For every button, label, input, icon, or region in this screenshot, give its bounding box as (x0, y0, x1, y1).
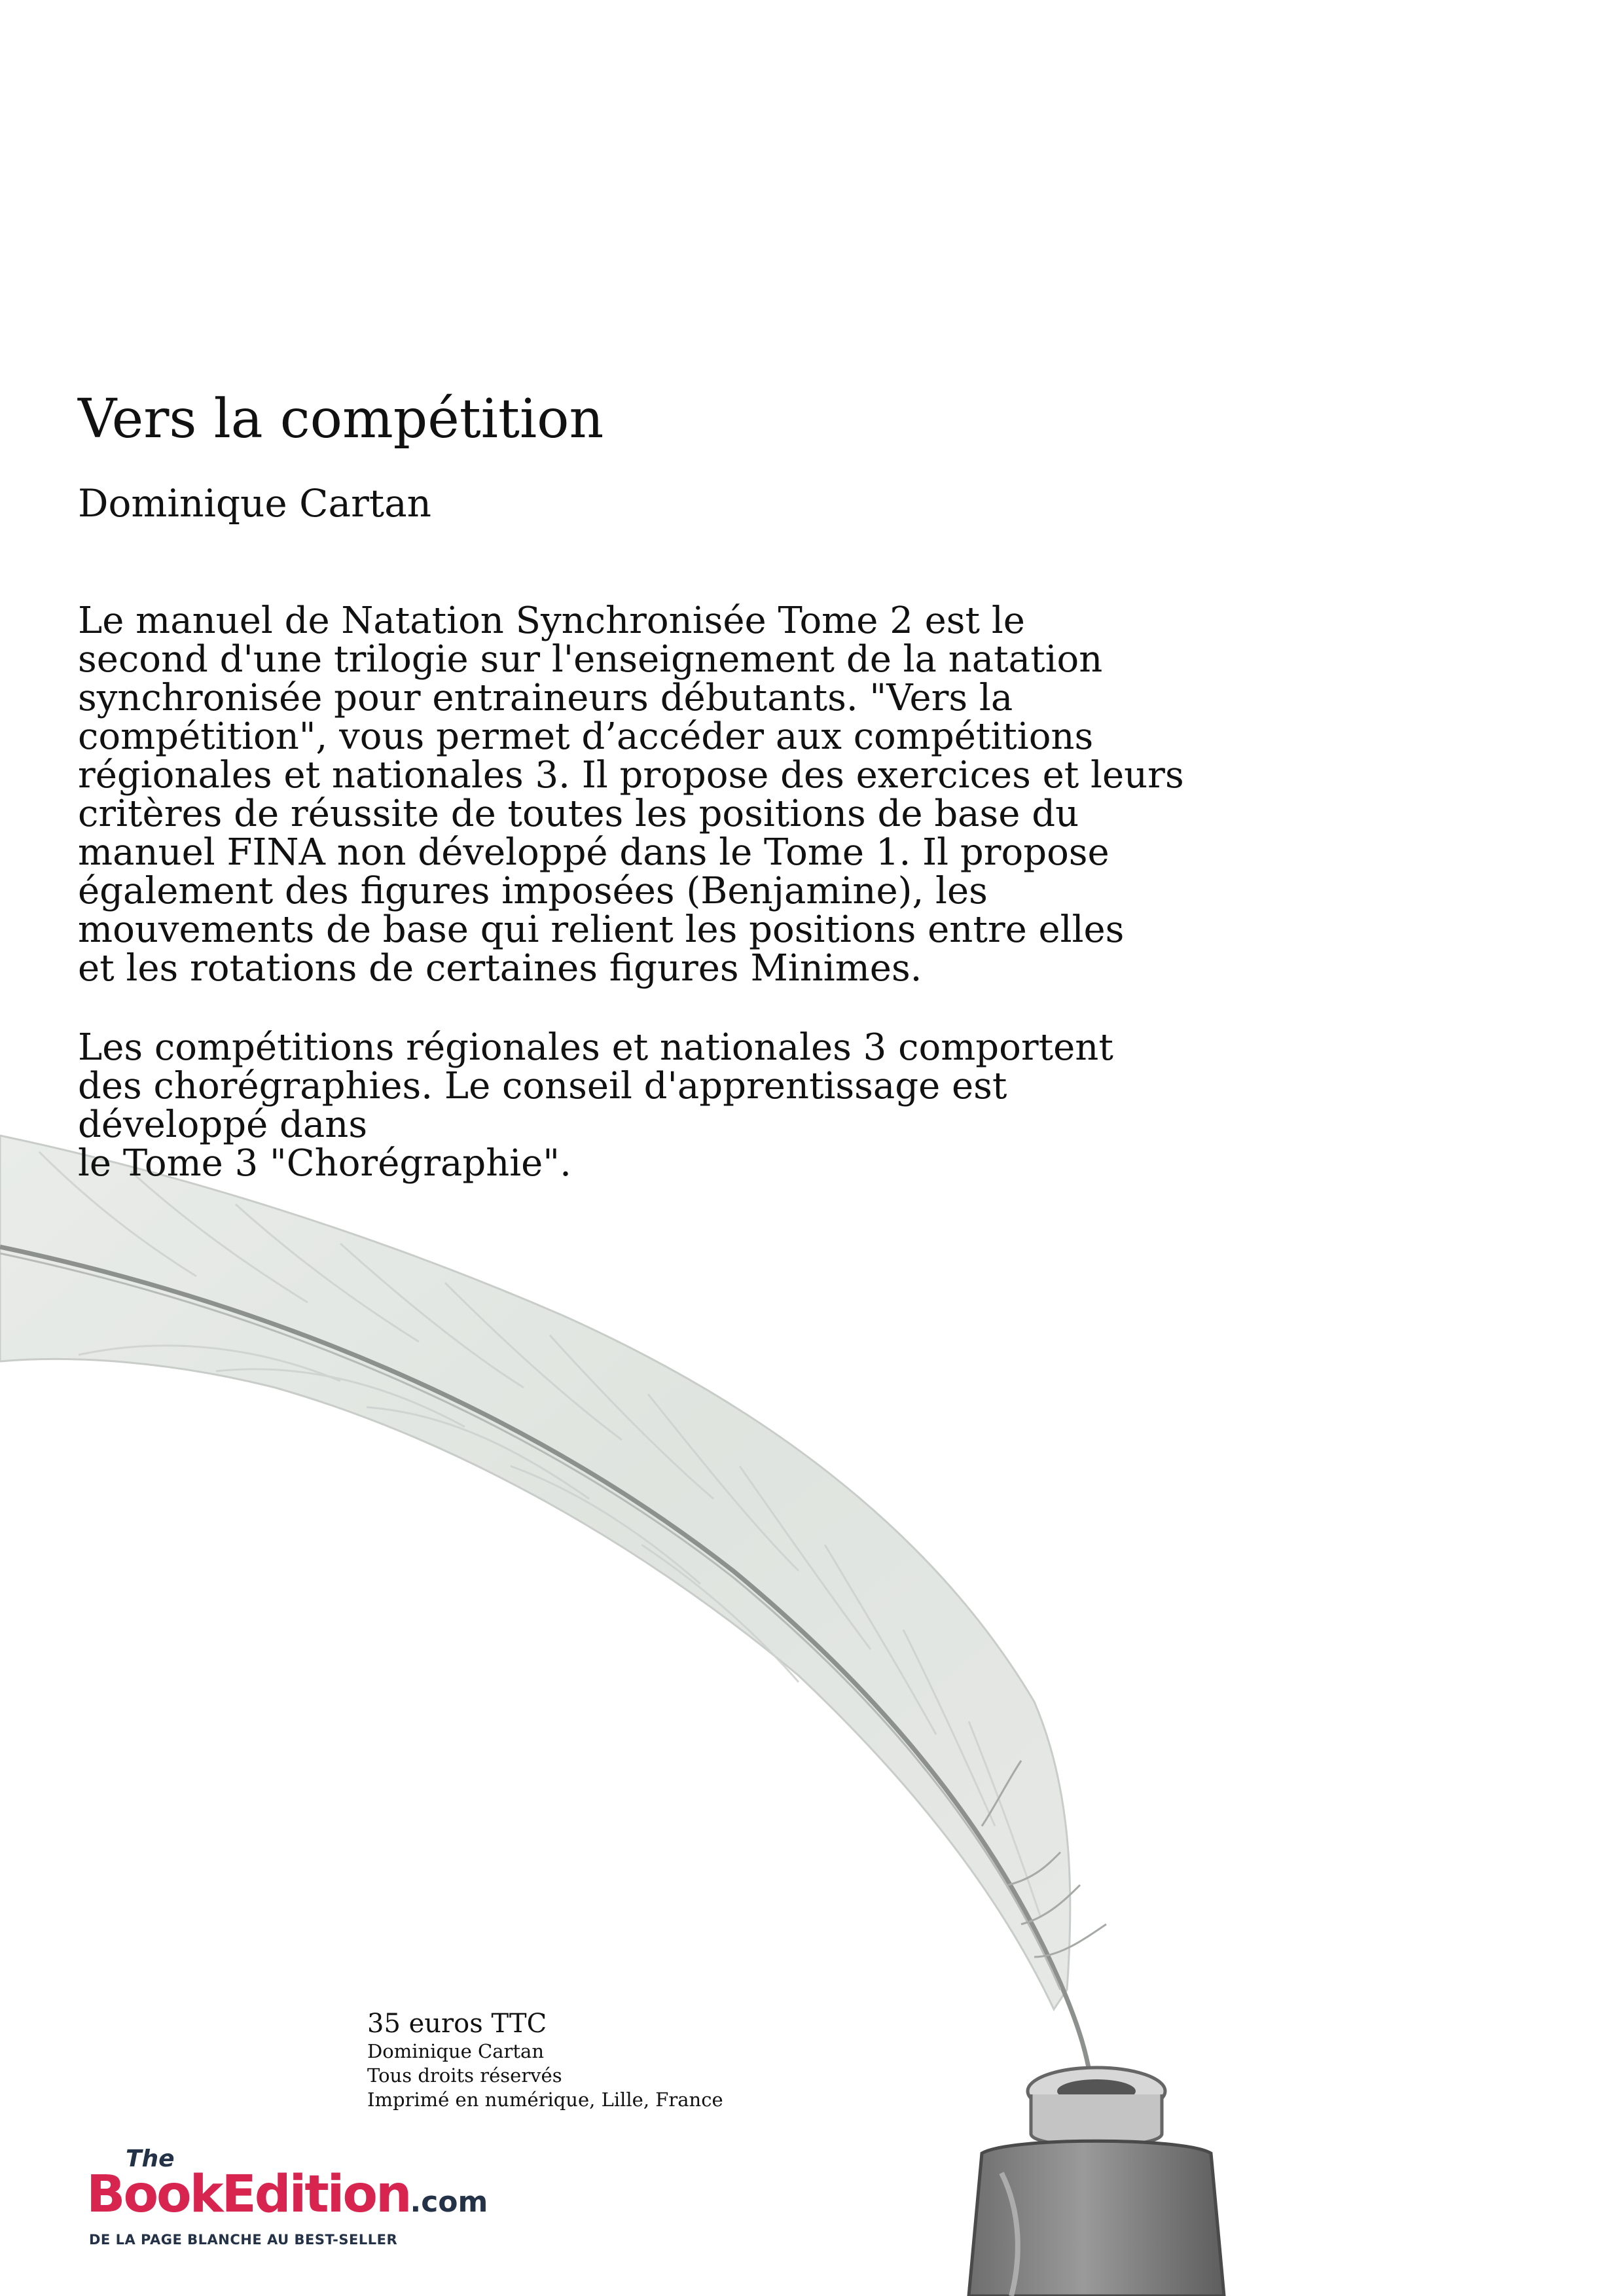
summary-line: également des figures imposées (Benjamine), les (78, 870, 988, 912)
imprint-printed: Imprimé en numérique, Lille, France (367, 2089, 723, 2111)
logo-the: The (126, 2145, 175, 2172)
book-summary (78, 601, 1322, 1223)
summary-line: développé dans (78, 1103, 368, 1146)
price: 35 euros TTC (367, 2009, 547, 2039)
feather-vane (0, 1136, 1070, 2009)
logo-tagline: DE LA PAGE BLANCHE AU BEST-SELLER (89, 2232, 398, 2248)
summary-paragraph-1 (78, 601, 1322, 988)
summary-line: des chorégraphies. Le conseil d'apprentissage est (78, 1065, 1007, 1107)
summary-line: mouvements de base qui relient les positions entre elles (78, 908, 1125, 951)
summary-line: manuel FINA non développé dans le Tome 1. Il propose (78, 831, 1110, 874)
logo-wordmark (86, 2165, 488, 2224)
summary-line: régionales et nationales 3. Il propose des exercices et leurs (78, 754, 1184, 797)
imprint-rights: Tous droits réservés (367, 2064, 562, 2087)
summary-line: le Tome 3 "Chorégraphie". (78, 1142, 571, 1185)
imprint-author: Dominique Cartan (367, 2040, 545, 2062)
summary-line: critères de réussite de toutes les positions de base du (78, 793, 1079, 835)
summary-line: Le manuel de Natation Synchronisée Tome 2 est le (78, 600, 1025, 642)
summary-line: compétition", vous permet d’accéder aux compétitions (78, 715, 1094, 758)
book-title: Vers la compétition (78, 388, 604, 450)
summary-line: et les rotations de certaines figures Minimes. (78, 947, 922, 990)
book-author: Dominique Cartan (78, 481, 432, 526)
logo-name: BookEdition (86, 2165, 410, 2224)
summary-line: synchronisée pour entraineurs débutants. "Vers la (78, 677, 1013, 719)
summary-line: Les compétitions régionales et nationales 3 comportent (78, 1026, 1113, 1069)
quill-feather-inkwell-icon (0, 1132, 1624, 2296)
summary-paragraph-2 (78, 1028, 1322, 1183)
summary-line: second d'une trilogie sur l'enseignement de la natation (78, 638, 1103, 681)
inkwell (969, 2068, 1224, 2296)
imprint-block (367, 2008, 723, 2112)
logo-domain: .com (410, 2185, 488, 2219)
